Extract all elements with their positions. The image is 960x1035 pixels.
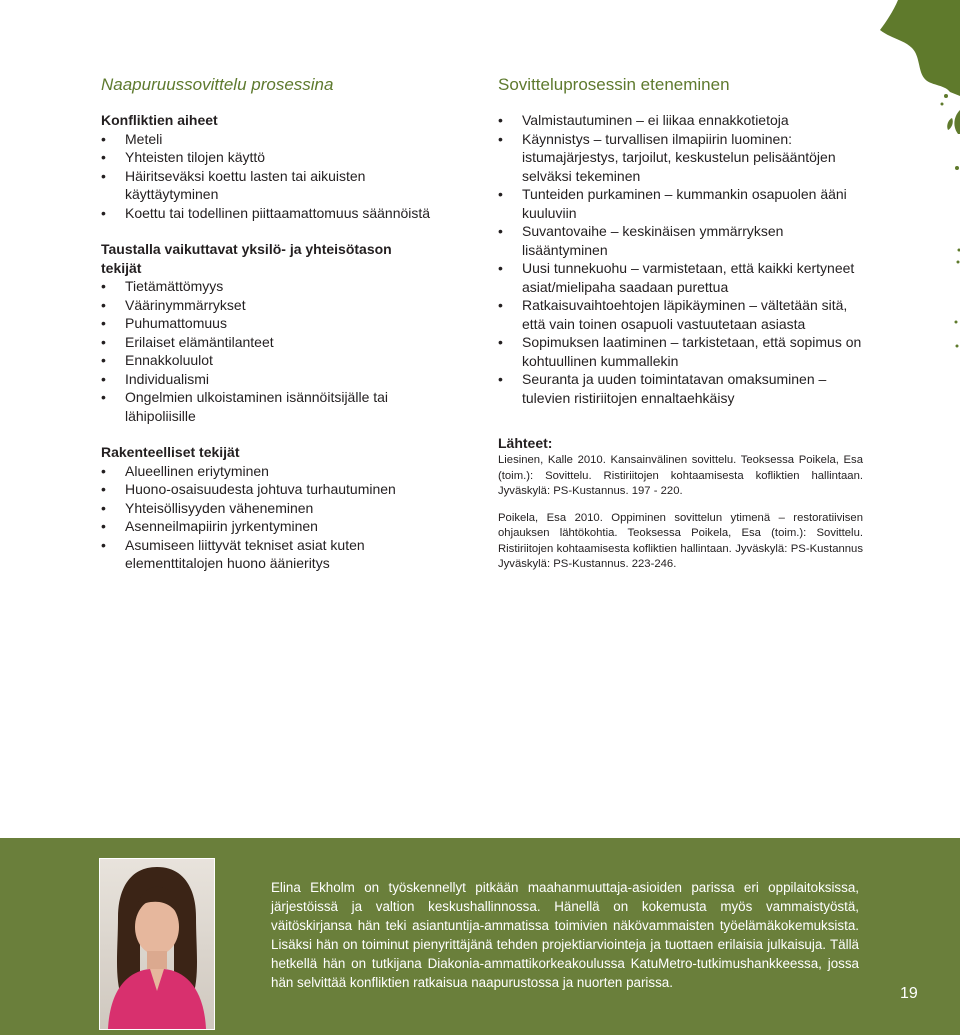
- list-item: • Huono-osaisuudesta johtuva turhautuminen: [101, 480, 431, 499]
- list-item: • Tunteiden purkaminen – kummankin osapuolen ääni kuuluviin: [498, 185, 863, 222]
- list-item: • Ratkaisuvaihtoehtojen läpikäyminen – vältetään sitä, että vain toinen osapuoli vastuutetaan asiasta: [498, 296, 863, 333]
- author-bio: Elina Ekholm on työskennellyt pitkään maahanmuuttaja-asioiden parissa eri oppilaitoksissa, järjestöissä ja valtion keskushallinnossa. Hänellä on kokemusta myös vammaistyöstä, väitöskirjansa hän teki asiantuntija-ammatissa toimivien näkövammaisten työelämäkokemuksista. Lisäksi hän on toiminut pienyrittäjänä tehden projektiarviointeja ja tuottaen erilaisia julkaisuja. Tällä hetkellä hän on tutkijana Diakonia-ammattikorkeakoulussa KatuMetro-tutkimushankkeessa, jossa hän selvittää konfliktien ratkaisua naapurustossa ja nuorten parissa.: [271, 880, 859, 990]
- section-heading-background-factors: Taustalla vaikuttavat yksilö- ja yhteisötason tekijät: [101, 241, 392, 276]
- right-column-title: Sovitteluprosessin eteneminen: [498, 75, 730, 94]
- list-item: • Käynnistys – turvallisen ilmapiirin luominen: istumajärjestys, tarjoilut, keskustelun pelisääntöjen selväksi tekeminen: [498, 130, 863, 186]
- list-item: • Asumiseen liittyvät tekniset asiat kuten elementtitalojen huono äänieritys: [101, 536, 431, 573]
- list-item: • Valmistautuminen – ei liikaa ennakkotietoja: [498, 111, 863, 130]
- list-item: • Suvantovaihe – keskinäisen ymmärryksen lisääntyminen: [498, 222, 863, 259]
- list-item: • Yhteisten tilojen käyttö: [101, 148, 431, 167]
- list-item: • Ennakkoluulot: [101, 351, 431, 370]
- structural-factors-list: [101, 462, 431, 573]
- list-item: • Väärinymmärrykset: [101, 296, 431, 315]
- list-item: • Alueellinen eriytyminen: [101, 462, 431, 481]
- list-item: • Uusi tunnekuohu – varmistetaan, että kaikki kertyneet asiat/mielipaha saadaan purettua: [498, 259, 863, 296]
- background-factors-list: [101, 277, 431, 425]
- list-item: • Seuranta ja uuden toimintatavan omaksuminen – tulevien ristiriitojen ennaltaehkäisy: [498, 370, 863, 407]
- list-item: • Individualismi: [101, 370, 431, 389]
- conflict-topics-list: [101, 130, 431, 223]
- left-column-title: Naapuruussovittelu prosessina: [101, 75, 334, 94]
- list-item: • Erilaiset elämäntilanteet: [101, 333, 431, 352]
- list-item: • Koettu tai todellinen piittaamattomuus säännöistä: [101, 204, 431, 223]
- list-item: • Sopimuksen laatiminen – tarkistetaan, että sopimus on kohtuullinen kummallekin: [498, 333, 863, 370]
- list-item: • Ongelmien ulkoistaminen isännöitsijälle tai lähipoliisille: [101, 388, 431, 425]
- source-reference: Poikela, Esa 2010. Oppiminen sovittelun ytimenä – restoratiivisen ohjauksen lähtökohtia. Teoksessa Poikela, Esa (toim.): Sovittelu. Ristiriitojen kohtaamisesta kofliktien hallintaan. Jyväskylä: PS-Kustannus Jyväskylä: PS-Kustannus. 223-246.: [498, 511, 863, 570]
- sources-heading: Lähteet:: [498, 435, 553, 451]
- list-item: • Tietämättömyys: [101, 277, 431, 296]
- author-bio-band: [0, 838, 960, 1035]
- section-heading-conflict-topics: Konfliktien aiheet: [101, 112, 218, 128]
- process-steps-list: [498, 111, 863, 407]
- author-photo: [99, 858, 215, 1030]
- list-item: • Puhumattomuus: [101, 314, 431, 333]
- list-item: • Häiritseväksi koettu lasten tai aikuisten käyttäytyminen: [101, 167, 431, 204]
- paint-splash-decoration: [860, 0, 960, 360]
- left-column: [101, 74, 431, 573]
- list-item: • Yhteisöllisyyden väheneminen: [101, 499, 431, 518]
- page-number: 19: [900, 985, 918, 1002]
- list-item: • Meteli: [101, 130, 431, 149]
- section-heading-structural-factors: Rakenteelliset tekijät: [101, 444, 240, 460]
- right-column: [498, 74, 863, 584]
- list-item: • Asenneilmapiirin jyrkentyminen: [101, 517, 431, 536]
- source-reference: Liesinen, Kalle 2010. Kansainvälinen sovittelu. Teoksessa Poikela, Esa (toim.): Sovittelu. Ristiriitojen kohtaamisesta kofliktien hallintaan. Jyväskylä: PS-Kustannus. 197 - 220.: [498, 454, 863, 497]
